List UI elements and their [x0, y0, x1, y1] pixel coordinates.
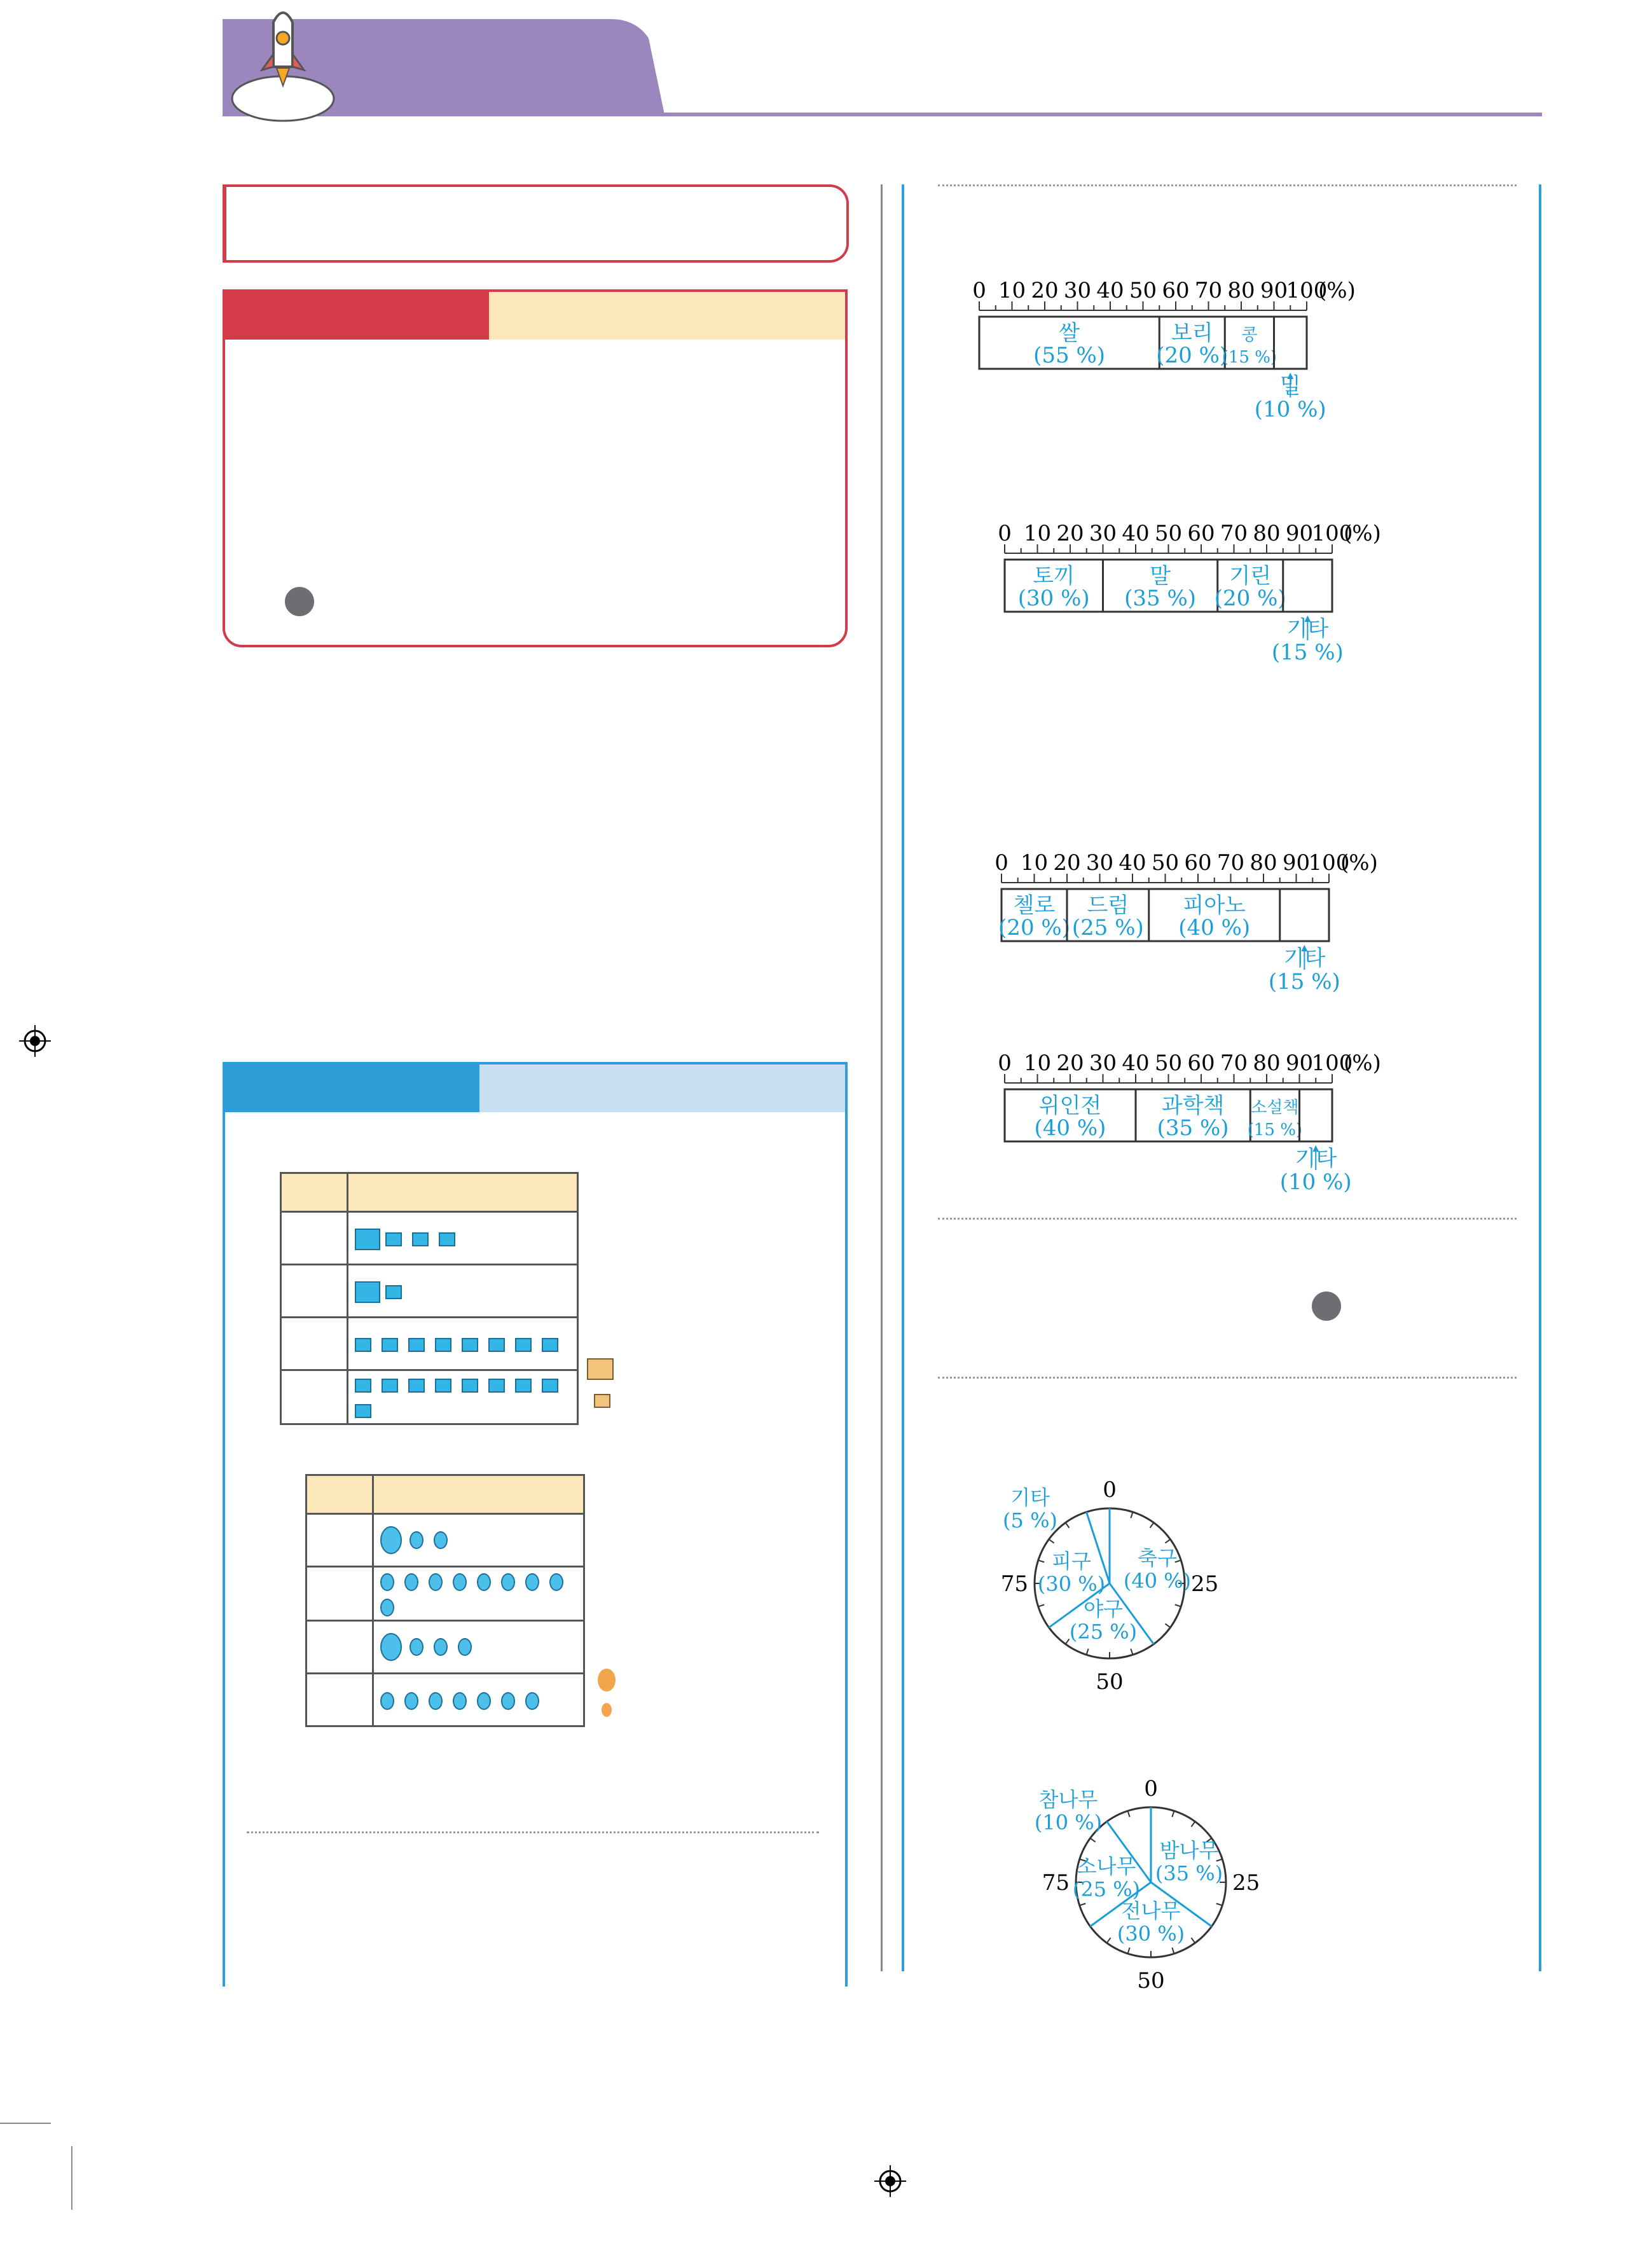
pie-slice-label: 기타: [1010, 1485, 1050, 1510]
box-small-icon: [488, 1338, 505, 1352]
box-small-icon: [382, 1338, 398, 1352]
segment-label: 토끼: [1033, 563, 1075, 589]
row-icons: [348, 1318, 578, 1370]
axis-tick-label: 80: [1227, 278, 1255, 303]
segment-label: 첼로: [1013, 893, 1056, 918]
right-box-left-border: [902, 184, 904, 1971]
axis-tick-label: 0: [972, 278, 986, 303]
axis-unit: (%): [1340, 850, 1378, 876]
axis-tick-label: 100: [1311, 1051, 1353, 1076]
rocket-icon: [229, 3, 356, 124]
box-small-icon: [408, 1338, 425, 1352]
box-small-icon: [435, 1338, 451, 1352]
axis-tick-label: 60: [1162, 278, 1190, 303]
answer-row: [941, 1326, 991, 1361]
axis-tick-label: 30: [1089, 521, 1117, 546]
row-icons: [348, 1370, 578, 1424]
divider: [938, 1377, 1517, 1379]
segment-pct: (40 %): [1178, 915, 1251, 940]
egg-small-icon: [380, 1692, 394, 1710]
egg-small-icon: [429, 1573, 443, 1591]
pie-slice-pct: (10 %): [1034, 1810, 1103, 1835]
egg-small-icon: [602, 1703, 612, 1717]
pie-slice-pct: (5 %): [1003, 1508, 1057, 1533]
segment-pct: (15 %): [1271, 640, 1344, 665]
example-mark: [1312, 1292, 1341, 1321]
segment-pct: (15 %): [1222, 348, 1277, 367]
pictograph-row: [306, 1621, 584, 1674]
column-divider: [881, 184, 883, 1971]
row-label: [306, 1514, 373, 1567]
pie-tick-label: 0: [1144, 1776, 1158, 1802]
answer-row: [941, 730, 1002, 765]
segment-label: 기타: [1286, 616, 1329, 642]
segment-label: 위인전: [1038, 1093, 1102, 1119]
pie-tick-label: 50: [1096, 1669, 1124, 1695]
answer-row: [539, 1850, 603, 1885]
axis-tick-label: 90: [1282, 850, 1311, 876]
egg-small-icon: [434, 1638, 448, 1656]
axis-unit: (%): [1344, 521, 1381, 546]
axis-tick-label: 20: [1053, 850, 1081, 876]
answer-row: [248, 532, 285, 567]
axis-tick-label: 50: [1129, 278, 1157, 303]
egg-small-icon: [404, 1692, 418, 1710]
pie-slice-label: 피구: [1052, 1549, 1091, 1573]
answer-row: [247, 1940, 279, 1974]
pie-tick-label: 50: [1137, 1968, 1165, 1994]
pictograph-row: [306, 1567, 584, 1621]
answer-row: [1237, 1237, 1312, 1272]
band-graph: [989, 852, 1393, 998]
answer-row: [247, 1895, 279, 1930]
divider-top: [938, 184, 1517, 186]
box1-tab: [225, 292, 489, 340]
right-box-right-border: [1539, 184, 1541, 1971]
pie-slice-pct: (25 %): [1072, 1877, 1141, 1901]
box-big-icon: [355, 1229, 380, 1250]
row-label: [281, 1370, 348, 1424]
segment-pct: (20 %): [1214, 586, 1286, 611]
segment-label: 콩: [1241, 326, 1258, 345]
egg-small-icon: [453, 1573, 467, 1591]
axis-tick-label: 80: [1253, 521, 1281, 546]
axis-tick-label: 50: [1154, 521, 1183, 546]
answer-row: [1237, 1326, 1312, 1361]
box-big-icon: [355, 1281, 380, 1303]
box2-tab-bg: [479, 1064, 845, 1112]
pie-slice-pct: (40 %): [1123, 1569, 1192, 1593]
registration-mark-bottom: [874, 2165, 906, 2197]
axis-tick-label: 40: [1119, 850, 1146, 876]
segment-label: 피아노: [1183, 893, 1246, 918]
axis-tick-label: 90: [1260, 278, 1288, 303]
segment-pct: (40 %): [1034, 1115, 1106, 1141]
answer-row: [941, 1281, 991, 1316]
pictograph-row: [281, 1370, 578, 1424]
crop-mark-v: [71, 2146, 72, 2210]
crop-mark: [0, 2123, 51, 2124]
row-label: [306, 1567, 373, 1621]
box-small-icon: [385, 1232, 402, 1246]
answer-row: [941, 1017, 1002, 1030]
answer-row: [941, 202, 976, 237]
pie-slice-label: 밤나무: [1159, 1838, 1219, 1863]
egg-big-icon: [380, 1633, 402, 1661]
segment-label: 소설책: [1251, 1098, 1299, 1117]
egg-small-icon: [410, 1531, 423, 1549]
axis-tick-label: 90: [1285, 521, 1314, 546]
q1-legend: [590, 1354, 617, 1416]
segment-label: 드럼: [1087, 893, 1129, 918]
box1-tab-bg: [489, 292, 845, 340]
egg-big-icon: [380, 1526, 402, 1554]
axis-tick-label: 0: [995, 850, 1008, 876]
pie-slice-pct: (25 %): [1069, 1620, 1138, 1644]
pie-slice-label: 전나무: [1121, 1899, 1181, 1923]
axis-tick-label: 30: [1063, 278, 1092, 303]
pie-chart: [992, 1749, 1310, 2016]
pie-slice-pct: (35 %): [1155, 1861, 1223, 1885]
axis-tick-label: 80: [1249, 850, 1277, 876]
axis-tick-label: 80: [1253, 1051, 1281, 1076]
egg-small-icon: [525, 1573, 539, 1591]
egg-small-icon: [380, 1573, 394, 1591]
axis-tick-label: 40: [1122, 1051, 1150, 1076]
axis-tick-label: 30: [1085, 850, 1114, 876]
pictograph-row: [281, 1318, 578, 1370]
axis-tick-label: 50: [1151, 850, 1180, 876]
egg-small-icon: [453, 1692, 467, 1710]
axis-tick-label: 10: [1023, 521, 1052, 546]
egg-small-icon: [429, 1692, 443, 1710]
pictograph-row: [306, 1674, 584, 1726]
example-mark: [285, 587, 314, 616]
band-graph: [967, 280, 1370, 426]
egg-small-icon: [477, 1692, 491, 1710]
axis-tick-label: 20: [1056, 1051, 1084, 1076]
axis-tick-label: 70: [1216, 850, 1245, 876]
axis-tick-label: 70: [1220, 521, 1248, 546]
segment-label: 밀: [1279, 373, 1301, 399]
answer-row: [248, 577, 323, 616]
row-label: [281, 1318, 348, 1370]
egg-small-icon: [477, 1573, 491, 1591]
box-small-icon: [355, 1338, 371, 1352]
axis-tick-label: 20: [1031, 278, 1059, 303]
textbook-check-box: [223, 289, 848, 647]
row-label: [281, 1265, 348, 1318]
segment-label: 쌀: [1059, 320, 1080, 346]
segment-label: 기타: [1295, 1146, 1337, 1171]
segment-pct: (25 %): [1071, 915, 1144, 940]
axis-tick-label: 100: [1286, 278, 1328, 303]
pictograph-row: [306, 1514, 584, 1567]
answer-row: [941, 686, 995, 720]
row-label: [281, 1212, 348, 1265]
answer-row: [248, 354, 285, 389]
box-small-icon: [542, 1338, 558, 1352]
box-small-icon: [462, 1379, 478, 1393]
row-icons: [373, 1514, 584, 1567]
egg-small-icon: [549, 1573, 563, 1591]
answer-row: [248, 443, 285, 478]
axis-tick-label: 10: [1020, 850, 1049, 876]
box-small-icon: [435, 1379, 451, 1393]
pictograph-row: [281, 1212, 578, 1265]
segment-label: 과학책: [1161, 1093, 1225, 1119]
answer-row: [1237, 1281, 1350, 1321]
box-small-icon: [355, 1404, 371, 1418]
answer-row: [247, 1781, 279, 1815]
row-icons: [373, 1674, 584, 1726]
axis-tick-label: 40: [1096, 278, 1124, 303]
axis-tick-label: 60: [1187, 1051, 1215, 1076]
pie-tick-label: 75: [1000, 1571, 1028, 1597]
answer-row: [941, 445, 1002, 480]
answer-row: [941, 1396, 992, 1431]
pie-tick-label: 25: [1232, 1870, 1260, 1896]
row-icons: [373, 1621, 584, 1674]
axis-tick-label: 90: [1285, 1051, 1314, 1076]
segment-pct: (55 %): [1033, 343, 1106, 368]
answer-row: [247, 1736, 279, 1771]
axis-tick-label: 60: [1184, 850, 1212, 876]
row-icons: [348, 1265, 578, 1318]
axis-tick-label: 100: [1308, 850, 1350, 876]
axis-tick-label: 0: [998, 521, 1012, 546]
pie-tick-label: 25: [1191, 1571, 1219, 1597]
box-small-icon: [412, 1232, 429, 1246]
egg-small-icon: [501, 1573, 515, 1591]
axis-tick-label: 20: [1056, 521, 1084, 546]
q1-col2: [348, 1173, 578, 1212]
egg-small-icon: [410, 1638, 423, 1656]
box2-tab: [225, 1064, 479, 1112]
axis-tick-label: 60: [1187, 521, 1215, 546]
box-small-icon: [382, 1379, 398, 1393]
pie-slice-label: 참나무: [1038, 1788, 1098, 1812]
segment-pct: (20 %): [1156, 343, 1229, 368]
q1-1-col1: [306, 1475, 373, 1514]
segment-pct: (10 %): [1279, 1169, 1352, 1195]
q1-1-pictograph: [305, 1474, 585, 1727]
box-small-icon: [385, 1285, 402, 1299]
egg-small-icon: [501, 1692, 515, 1710]
box-small-icon: [542, 1379, 558, 1393]
row-label: [306, 1621, 373, 1674]
answer-row: [539, 1736, 603, 1771]
axis-tick-label: 70: [1194, 278, 1223, 303]
segment-pct: (15 %): [1268, 969, 1340, 995]
axis-tick-label: 50: [1154, 1051, 1183, 1076]
segment-pct: (15 %): [1247, 1120, 1303, 1140]
divider: [247, 1831, 819, 1833]
egg-small-icon: [380, 1599, 394, 1616]
segment-label: 기타: [1283, 946, 1326, 971]
segment-pct: (30 %): [1017, 586, 1090, 611]
registration-mark-left: [19, 1025, 51, 1057]
segment-pct: (10 %): [1254, 397, 1326, 422]
axis-tick-label: 100: [1311, 521, 1353, 546]
box-small-icon: [439, 1232, 455, 1246]
box-small-icon: [408, 1379, 425, 1393]
page-title: [350, 31, 362, 94]
row-icons: [348, 1212, 578, 1265]
section-title-box: [223, 184, 849, 263]
pie-slice-label: 야구: [1084, 1597, 1123, 1621]
pie-slice-label: 축구: [1138, 1546, 1177, 1570]
answer-row: [539, 1895, 603, 1930]
answer-row: [248, 488, 285, 523]
egg-small-icon: [404, 1573, 418, 1591]
segment-pct: (35 %): [1157, 1115, 1229, 1141]
band-graph: [992, 1052, 1396, 1199]
q1-1-col2: [373, 1475, 584, 1514]
egg-big-icon: [598, 1669, 616, 1691]
answer-row: [941, 1237, 991, 1272]
axis-tick-label: 0: [998, 1051, 1012, 1076]
axis-tick-label: 10: [1023, 1051, 1052, 1076]
box-small-icon: [515, 1338, 532, 1352]
row-icons: [373, 1567, 584, 1621]
axis-unit: (%): [1318, 278, 1356, 303]
egg-small-icon: [458, 1638, 472, 1656]
egg-small-icon: [434, 1531, 448, 1549]
q1-pictograph: [280, 1172, 579, 1425]
pie-slice-pct: (30 %): [1037, 1572, 1106, 1596]
answer-row: [539, 1940, 603, 1974]
pie-chart: [951, 1450, 1269, 1717]
segment-label: 보리: [1171, 320, 1213, 346]
pie-slice-pct: (30 %): [1117, 1922, 1185, 1946]
answer-row: [248, 399, 285, 434]
box-small-icon: [488, 1379, 505, 1393]
box-small-icon: [515, 1379, 532, 1393]
segment-label: 말: [1150, 563, 1171, 589]
segment-label: 기린: [1229, 563, 1272, 589]
divider: [938, 1218, 1517, 1220]
pie-tick-label: 0: [1103, 1477, 1117, 1503]
box-small-icon: [462, 1338, 478, 1352]
pie-tick-label: 75: [1042, 1870, 1070, 1896]
axis-tick-label: 40: [1122, 521, 1150, 546]
axis-unit: (%): [1344, 1051, 1381, 1076]
box-small-icon: [594, 1394, 610, 1408]
axis-tick-label: 70: [1220, 1051, 1248, 1076]
axis-tick-label: 30: [1089, 1051, 1117, 1076]
segment-pct: (35 %): [1124, 586, 1197, 611]
segment-pct: (20 %): [998, 915, 1070, 940]
answer-row: [539, 1781, 603, 1815]
egg-small-icon: [525, 1692, 539, 1710]
band-graph: [992, 523, 1396, 669]
box-small-icon: [355, 1379, 371, 1393]
q1-col1: [281, 1173, 348, 1212]
pictograph-row: [281, 1265, 578, 1318]
pie-slice-label: 소나무: [1077, 1854, 1136, 1878]
axis-tick-label: 10: [998, 278, 1026, 303]
row-label: [306, 1674, 373, 1726]
q1-1-legend: [598, 1665, 622, 1726]
answer-row: [247, 1850, 279, 1885]
answer-row: [941, 1691, 1014, 1726]
box-big-icon: [587, 1358, 614, 1380]
answer-row: [941, 817, 976, 829]
